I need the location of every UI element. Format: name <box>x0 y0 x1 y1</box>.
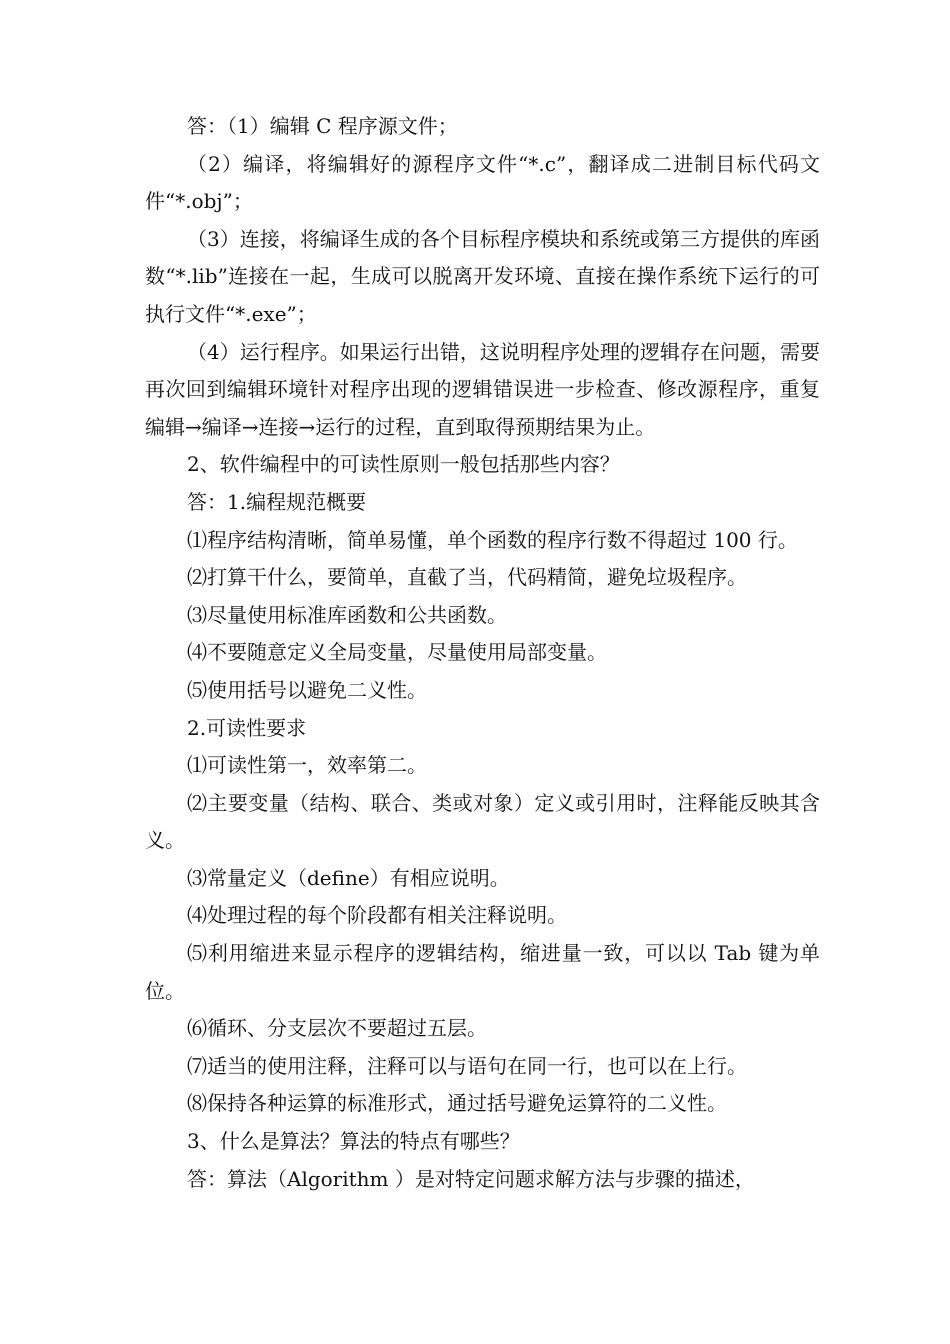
rule-1-1: ⑴程序结构清晰，简单易懂，单个函数的程序行数不得超过 100 行。 <box>187 527 798 552</box>
rule-2-8: ⑻保持各种运算的标准形式，通过括号避免运算符的二义性。 <box>187 1091 727 1116</box>
question-3: 3、什么是算法？算法的特点有哪些？ <box>187 1129 520 1154</box>
document-body <box>145 108 820 1198</box>
rule-2-1: ⑴可读性第一，效率第二。 <box>187 753 427 778</box>
answer-step-2: （2）编译，将编辑好的源程序文件“*.c”，翻译成二进制目标代码文件“*.obj”； <box>145 151 820 214</box>
rule-2-5: ⑸利用缩进来显示程序的逻辑结构，缩进量一致，可以以 Tab 键为单位。 <box>145 941 820 1003</box>
question-2: 2、软件编程中的可读性原则一般包括那些内容？ <box>187 452 620 477</box>
rule-2-4: ⑷处理过程的每个阶段都有相关注释说明。 <box>187 903 567 928</box>
answer-2-heading-1: 答：1.编程规范概要 <box>187 489 367 514</box>
rule-1-5: ⑸使用括号以避免二义性。 <box>187 677 427 702</box>
answer-step-3: （3）连接，将编译生成的各个目标程序模块和系统或第三方提供的库函数“*.lib”连接在一起，生成可以脱离开发环境、直接在操作系统下运行的可执行文件“*.exe”； <box>145 226 820 326</box>
rule-2-3: ⑶常量定义（define）有相应说明。 <box>187 865 510 890</box>
rule-1-2: ⑵打算干什么，要简单，直截了当，代码精简，避免垃圾程序。 <box>187 565 747 590</box>
answer-2-heading-2: 2.可读性要求 <box>187 715 307 740</box>
rule-1-4: ⑷不要随意定义全局变量，尽量使用局部变量。 <box>187 640 607 665</box>
answer-3: 答：算法（Algorithm ）是对特定问题求解方法与步骤的描述， <box>187 1166 755 1191</box>
rule-1-3: ⑶尽量使用标准库函数和公共函数。 <box>187 602 507 627</box>
answer-step-1: 答：（1）编辑 C 程序源文件； <box>187 114 458 138</box>
rule-2-6: ⑹循环、分支层次不要超过五层。 <box>187 1016 487 1041</box>
answer-step-4: （4）运行程序。如果运行出错，这说明程序处理的逻辑存在问题，需要再次回到编辑环境针对程序出现的逻辑错误进一步检查、修改源程序，重复编辑→编译→连接→运行的过程，直到取得预期结果为止。 <box>145 339 820 439</box>
rule-2-7: ⑺适当的使用注释，注释可以与语句在同一行，也可以在上行。 <box>187 1053 747 1078</box>
rule-2-2: ⑵主要变量（结构、联合、类或对象）定义或引用时，注释能反映其含义。 <box>145 790 820 853</box>
